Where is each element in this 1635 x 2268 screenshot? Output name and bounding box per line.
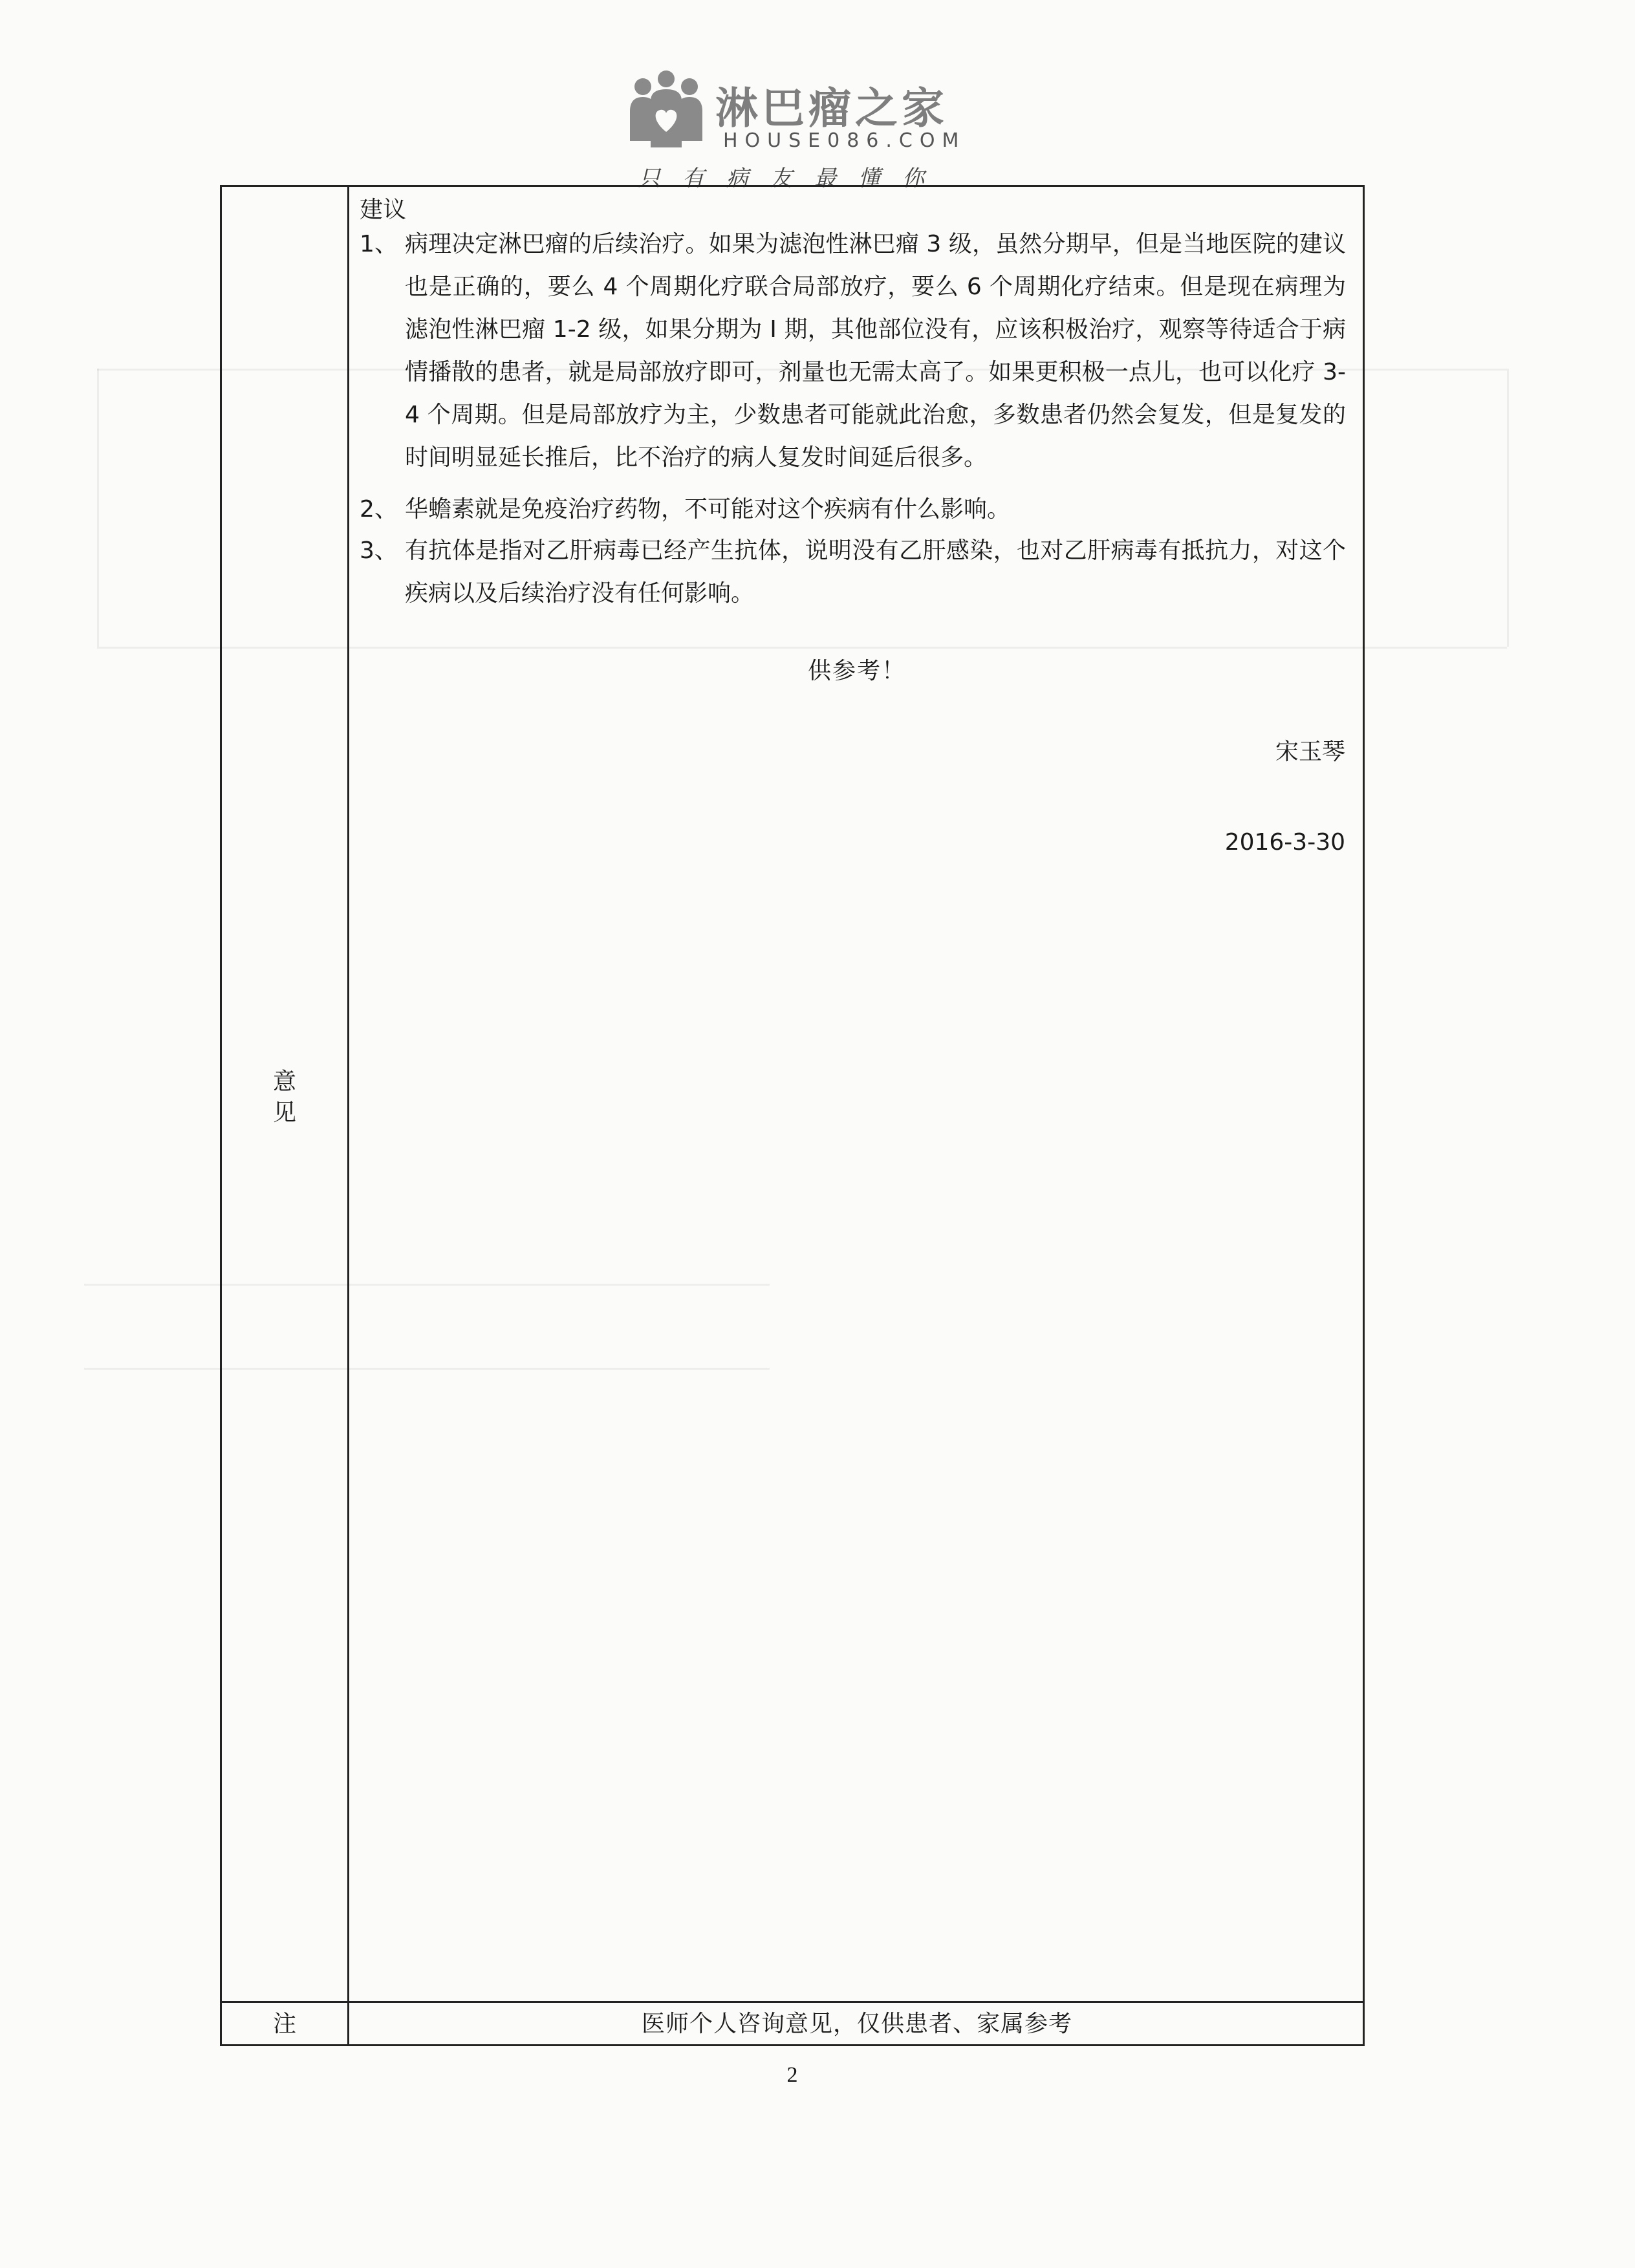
opinion-content [349, 187, 1365, 1998]
note-label: 注 [272, 2011, 296, 2037]
logo-slogan: 只有病友最懂你 [638, 166, 946, 191]
page-number: 2 [786, 2063, 798, 2087]
consultation-form-table [220, 185, 1365, 2046]
advice-item-number: 2、 [360, 496, 398, 523]
advice-item [360, 530, 1346, 615]
opinion-section-label [222, 1066, 347, 1129]
advice-item-number: 3、 [360, 537, 398, 564]
opinion-label-char: 见 [272, 1099, 296, 1126]
advice-item-text: 华蟾素就是免疫治疗药物，不可能对这个疾病有什么影响。 [405, 496, 1011, 523]
advice-item [360, 488, 1346, 531]
advice-item-number: 1、 [360, 231, 398, 257]
show-through-line [97, 369, 99, 647]
signature-date: 2016-3-30 [1224, 829, 1345, 856]
site-logo [621, 70, 1035, 191]
advice-item-text: 有抗体是指对乙肝病毒已经产生抗体，说明没有乙肝感染，也对乙肝病毒有抵抗力，对这个疾病以及后续治疗没有任何影响。 [405, 537, 1346, 607]
advice-heading: 建议 [360, 197, 407, 223]
note-text: 医师个人咨询意见，仅供患者、家属参考 [641, 2011, 1072, 2037]
show-through-line [1507, 369, 1509, 647]
logo-url: HOUSE086.COM [723, 129, 966, 152]
table-row-divider [222, 2001, 1363, 2003]
opinion-label-char: 意 [272, 1068, 296, 1095]
doctor-signature: 宋玉琴 [1275, 739, 1345, 765]
advice-item-text: 病理决定淋巴瘤的后续治疗。如果为滤泡性淋巴瘤 3 级，虽然分期早，但是当地医院的建议也是正确的，要么 4 个周期化疗联合局部放疗，要么 6 个周期化疗结束。但是现在病理为滤泡性淋巴瘤 1-2 级，如果分期为 I 期，其他部位没有，应该积极治疗，观察等待适合于病情播散的患者，就是局部放疗即可，剂量也无需太高了。如果更积极一点儿，也可以化疗 3-4 个周期。但是局部放疗为主，少数患者可能就此治愈，多数患者仍然会复发，但是复发的时间明显延长推后，比不治疗的病人复发时间延后很多。 [405, 231, 1346, 471]
logo-name: 淋巴瘤之家 [715, 83, 948, 133]
advice-item [360, 223, 1346, 479]
people-heart-logo-icon [627, 70, 705, 149]
closing-remark: 供参考！ [807, 658, 906, 684]
